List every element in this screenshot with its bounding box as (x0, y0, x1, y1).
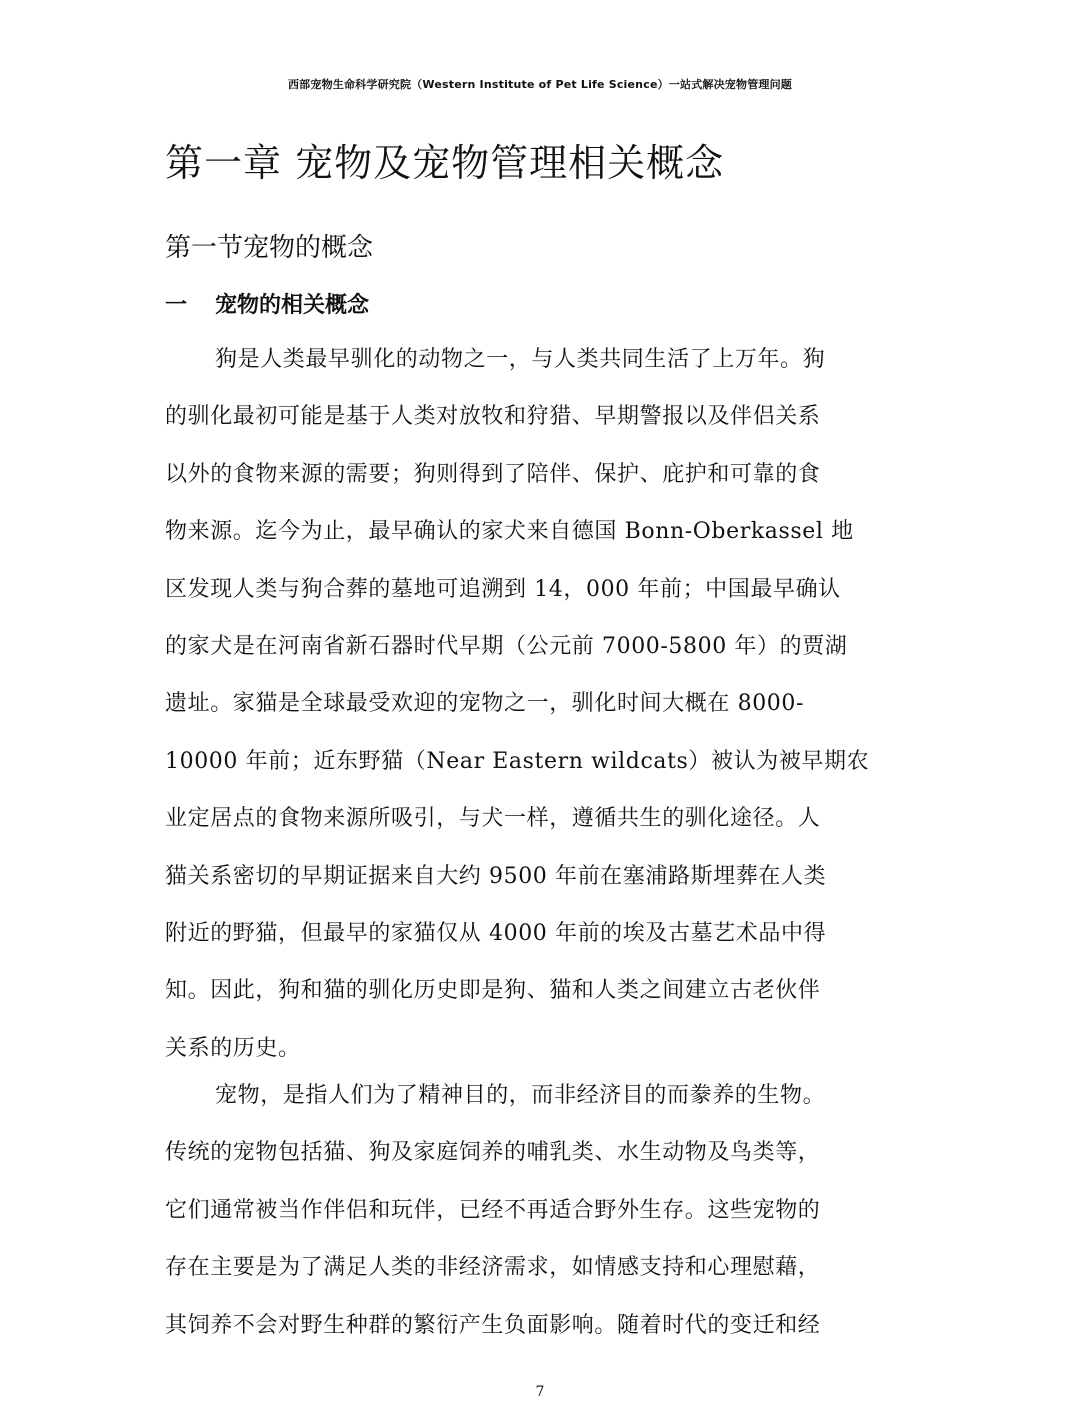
paragraph-line: 遗址。家猫是全球最受欢迎的宠物之一，驯化时间大概在 8000- (165, 691, 805, 717)
paragraph-line: 的驯化最初可能是基于人类对放牧和狩猎、早期警报以及伴侣关系 (165, 404, 821, 430)
subsection-label: 宠物的相关概念 (215, 292, 370, 318)
paragraph-line: 宠物，是指人们为了精神目的，而非经济目的而豢养的生物。 (215, 1083, 826, 1108)
paragraph-line: 区发现人类与狗合葬的墓地可追溯到 14，000 年前；中国最早确认 (165, 576, 841, 602)
subsection-title (165, 288, 369, 319)
paragraph-line: 的家犬是在河南省新石器时代早期（公元前 7000-5800 年）的贾湖 (165, 633, 848, 659)
paragraph-line: 物来源。迄今为止，最早确认的家犬来自德国 Bonn-Oberkassel 地 (165, 519, 854, 545)
running-header: 西部宠物生命科学研究院（Western Institute of Pet Life Science）一站式解决宠物管理问题 (287, 78, 792, 91)
subsection-number: 一 (165, 292, 188, 318)
paragraph-line: 10000 年前；近东野猫（Near Eastern wildcats）被认为被早期农 (165, 748, 870, 774)
paragraph-domestication (165, 331, 925, 1077)
paragraph-line: 关系的历史。 (165, 1035, 301, 1061)
page-number: 7 (535, 1384, 545, 1400)
paragraph-line: 它们通常被当作伴侣和玩伴，已经不再适合野外生存。这些宠物的 (165, 1197, 821, 1223)
chapter-title: 第一章 宠物及宠物管理相关概念 (165, 141, 725, 185)
paragraph-line: 业定居点的食物来源所吸引，与犬一样，遵循共生的驯化途径。人 (165, 806, 821, 832)
paragraph-line: 存在主要是为了满足人类的非经济需求，如情感支持和心理慰藉， (165, 1255, 821, 1281)
paragraph-line: 知。因此，狗和猫的驯化历史即是狗、猫和人类之间建立古老伙伴 (165, 978, 821, 1004)
paragraph-line: 附近的野猫，但最早的家猫仅从 4000 年前的埃及古墓艺术品中得 (165, 920, 827, 946)
section-title: 第一节宠物的概念 (165, 233, 374, 263)
paragraph-line: 传统的宠物包括猫、狗及家庭饲养的哺乳类、水生动物及鸟类等， (165, 1140, 821, 1166)
paragraph-line: 狗是人类最早驯化的动物之一，与人类共同生活了上万年。狗 (215, 347, 826, 372)
paragraph-pet-definition (165, 1067, 925, 1354)
paragraph-line: 猫关系密切的早期证据来自大约 9500 年前在塞浦路斯埋葬在人类 (165, 863, 827, 889)
paragraph-line: 其饲养不会对野生种群的繁衍产生负面影响。随着时代的变迁和经 (165, 1312, 821, 1338)
paragraph-line: 以外的食物来源的需要；狗则得到了陪伴、保护、庇护和可靠的食 (165, 461, 821, 487)
